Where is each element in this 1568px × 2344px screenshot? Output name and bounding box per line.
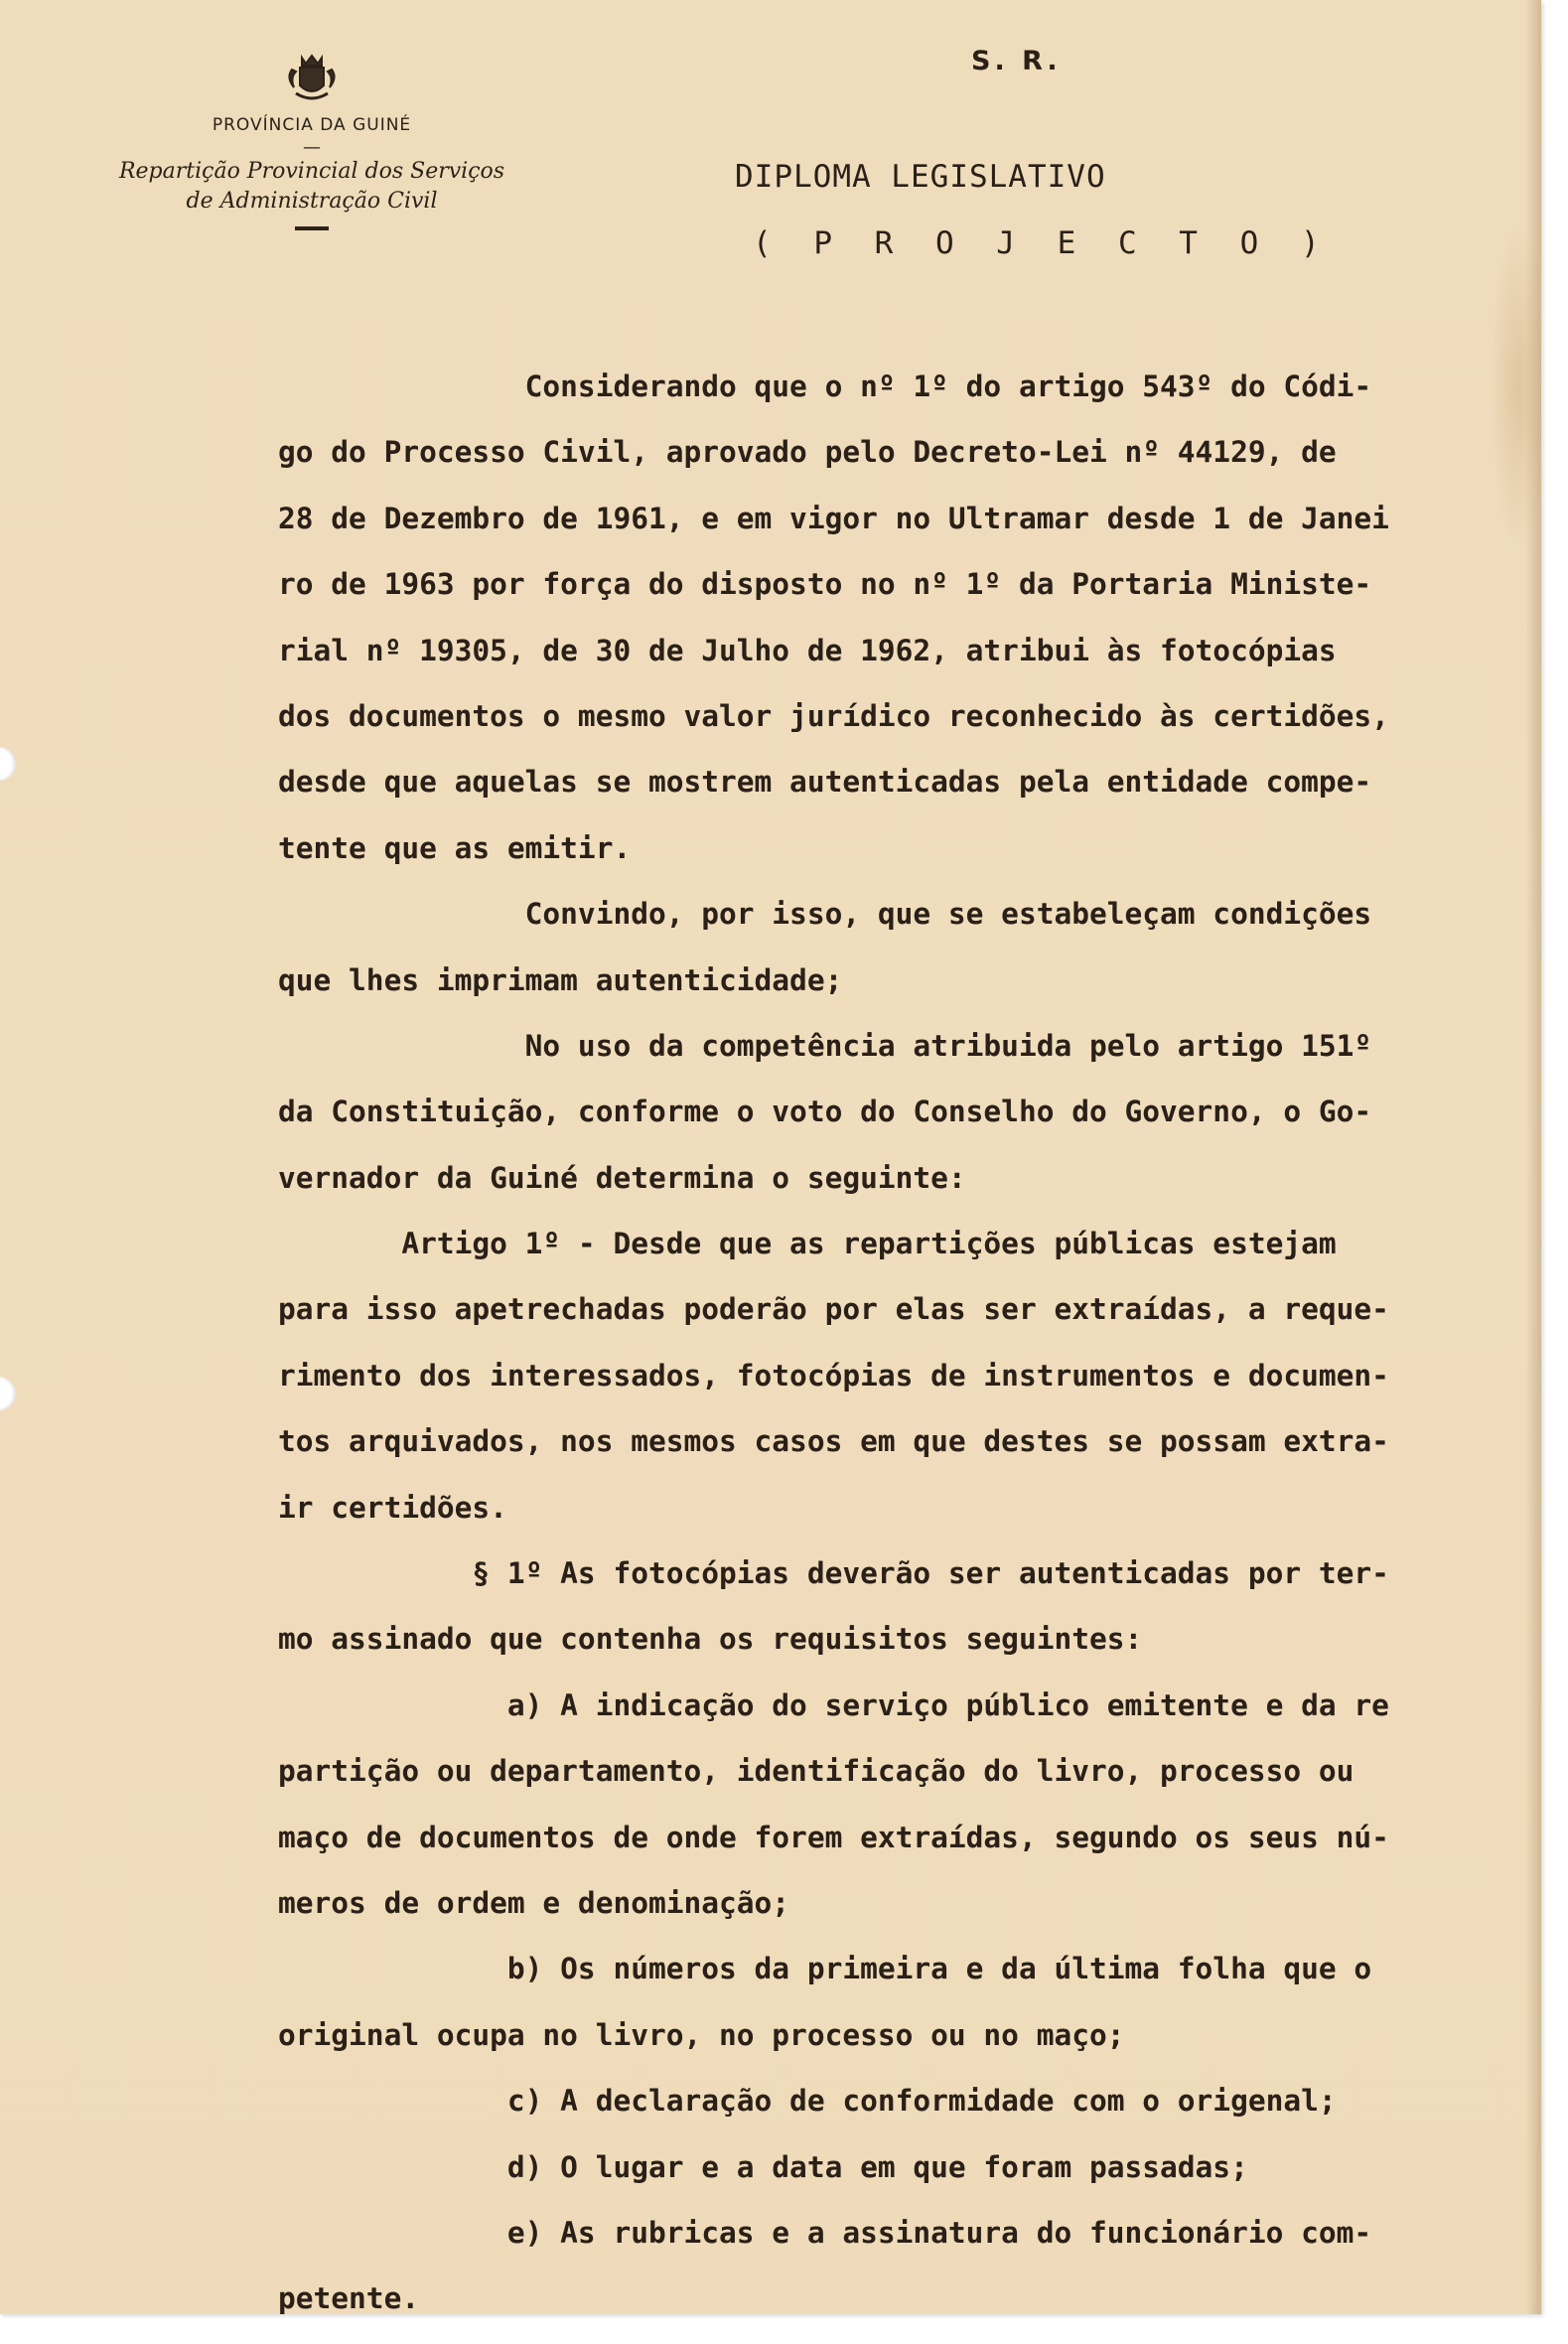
text-line: desde que aquelas se mostrem autenticadas pela entidade compe- [278, 765, 1372, 800]
text-line: No uso da competência atribuida pelo artigo 151º [278, 1028, 1372, 1063]
letterhead-mark [295, 226, 329, 230]
text-line: maço de documentos de onde forem extraídas, segundo os seus nú- [278, 1820, 1389, 1854]
text-line: Convindo, por isso, que se estabeleçam condições [278, 897, 1372, 932]
letterhead [83, 48, 540, 230]
punch-hole-bottom [0, 1377, 16, 1410]
document-title: DIPLOMA LEGISLATIVO [735, 159, 1106, 195]
text-line: que lhes imprimam autenticidade; [278, 962, 843, 997]
text-line: rimento dos interessados, fotocópias de instrumentos e documen- [278, 1358, 1389, 1392]
coat-of-arms-icon [282, 48, 342, 107]
text-line: § 1º As fotocópias deverão ser autenticadas por ter- [278, 1556, 1389, 1591]
text-line: tos arquivados, nos mesmos casos em que destes se possam extra- [278, 1424, 1389, 1459]
text-line: partição ou departamento, identificação do livro, processo ou [278, 1754, 1354, 1789]
text-line: para isso apetrechadas poderão por elas ser extraídas, a reque- [278, 1292, 1389, 1327]
letterhead-dash: — [303, 137, 321, 158]
text-line: Artigo 1º - Desde que as repartições públicas estejam [278, 1227, 1337, 1261]
text-line: meros de ordem e denominação; [278, 1885, 790, 1920]
province-name: PROVÍNCIA DA GUINÉ [212, 115, 412, 135]
text-line: 28 de Dezembro de 1961, e em vigor no Ultramar desde 1 de Janei [278, 501, 1389, 535]
text-line: ro de 1963 por força do disposto no nº 1º da Portaria Ministe- [278, 567, 1372, 602]
text-line: Considerando que o nº 1º do artigo 543º do Códi- [278, 369, 1372, 403]
text-line: go do Processo Civil, aprovado pelo Decreto-Lei nº 44129, de [278, 435, 1337, 470]
corner-mark: S. R. [971, 46, 1062, 76]
text-line: rial nº 19305, de 30 de Julho de 1962, atribui às fotocópias [278, 633, 1337, 667]
text-line: b) Os números da primeira e da última folha que o [278, 1952, 1372, 1986]
text-line: ir certidões. [278, 1490, 507, 1525]
text-line: a) A indicação do serviço público emitente e da re [278, 1687, 1389, 1722]
text-line: mo assinado que contenha os requisitos seguintes: [278, 1622, 1143, 1657]
text-line: e) As rubricas e a assinatura do funcionário com- [278, 2215, 1372, 2250]
text-line: da Constituição, conforme o voto do Conselho do Governo, o Go- [278, 1095, 1372, 1129]
text-line: d) O lugar e a data em que foram passadas; [278, 2149, 1248, 2184]
office-name-line1: Repartição Provincial dos Serviços [118, 159, 505, 184]
text-line: original ocupa no livro, no processo ou no maço; [278, 2017, 1125, 2052]
text-line: tente que as emitir. [278, 830, 632, 865]
text-line: c) A declaração de conformidade com o origenal; [278, 2084, 1337, 2119]
document-subtitle: ( P R O J E C T O ) [753, 225, 1332, 261]
document-body [278, 354, 1509, 2314]
text-line: vernador da Guiné determina o seguinte: [278, 1160, 966, 1195]
text-line: petente. [278, 2281, 420, 2314]
text-line: dos documentos o mesmo valor jurídico reconhecido às certidões, [278, 698, 1389, 733]
office-name-line2: de Administração Civil [186, 189, 438, 214]
punch-hole-top [0, 747, 16, 781]
